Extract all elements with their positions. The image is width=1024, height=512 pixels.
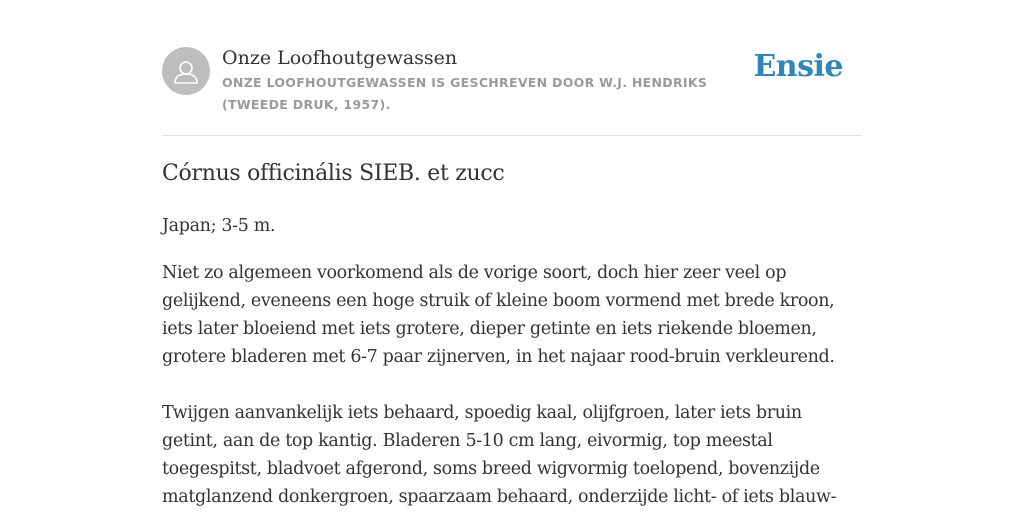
source-header (162, 44, 862, 136)
entry-origin: Japan; 3-5 m. (162, 216, 276, 236)
entry-paragraph-1: Niet zo algemeen voorkomend als de vorige soort, doch hier zeer veel op gelijkend, eveneens een hoge struik of kleine boom vormend met brede kroon, iets later bloeiend met iets grotere, dieper getinte en iets riekende bloemen, grotere bladeren met 6-7 paar zijnerven, in het najaar rood-bruin verkleurend. (162, 263, 835, 367)
source-title[interactable]: Onze Loofhoutgewassen (222, 47, 458, 69)
user-silhouette-icon (162, 47, 210, 95)
header-divider (162, 135, 862, 136)
entry-title: Córnus officinális SIEB. et zucc (162, 161, 505, 186)
entry-paragraph-2: Twijgen aanvankelijk iets behaard, spoedig kaal, olijfgroen, later iets bruin getint, aan de top kantig. Bladeren 5-10 cm lang, eivormig, top meestal toegespitst, bladvoet afgerond, soms breed wigvormig toelopend, bovenzijde matglanzend donkergroen, spaarzaam behaard, onderzijde licht- of iets blauw- (162, 403, 837, 507)
ensie-logo[interactable]: Ensie (753, 49, 843, 84)
entry-article (162, 158, 862, 511)
source-description: ONZE LOOFHOUTGEWASSEN IS GESCHREVEN DOOR W.J. HENDRIKS (TWEEDE DRUK, 1957). (222, 75, 708, 112)
